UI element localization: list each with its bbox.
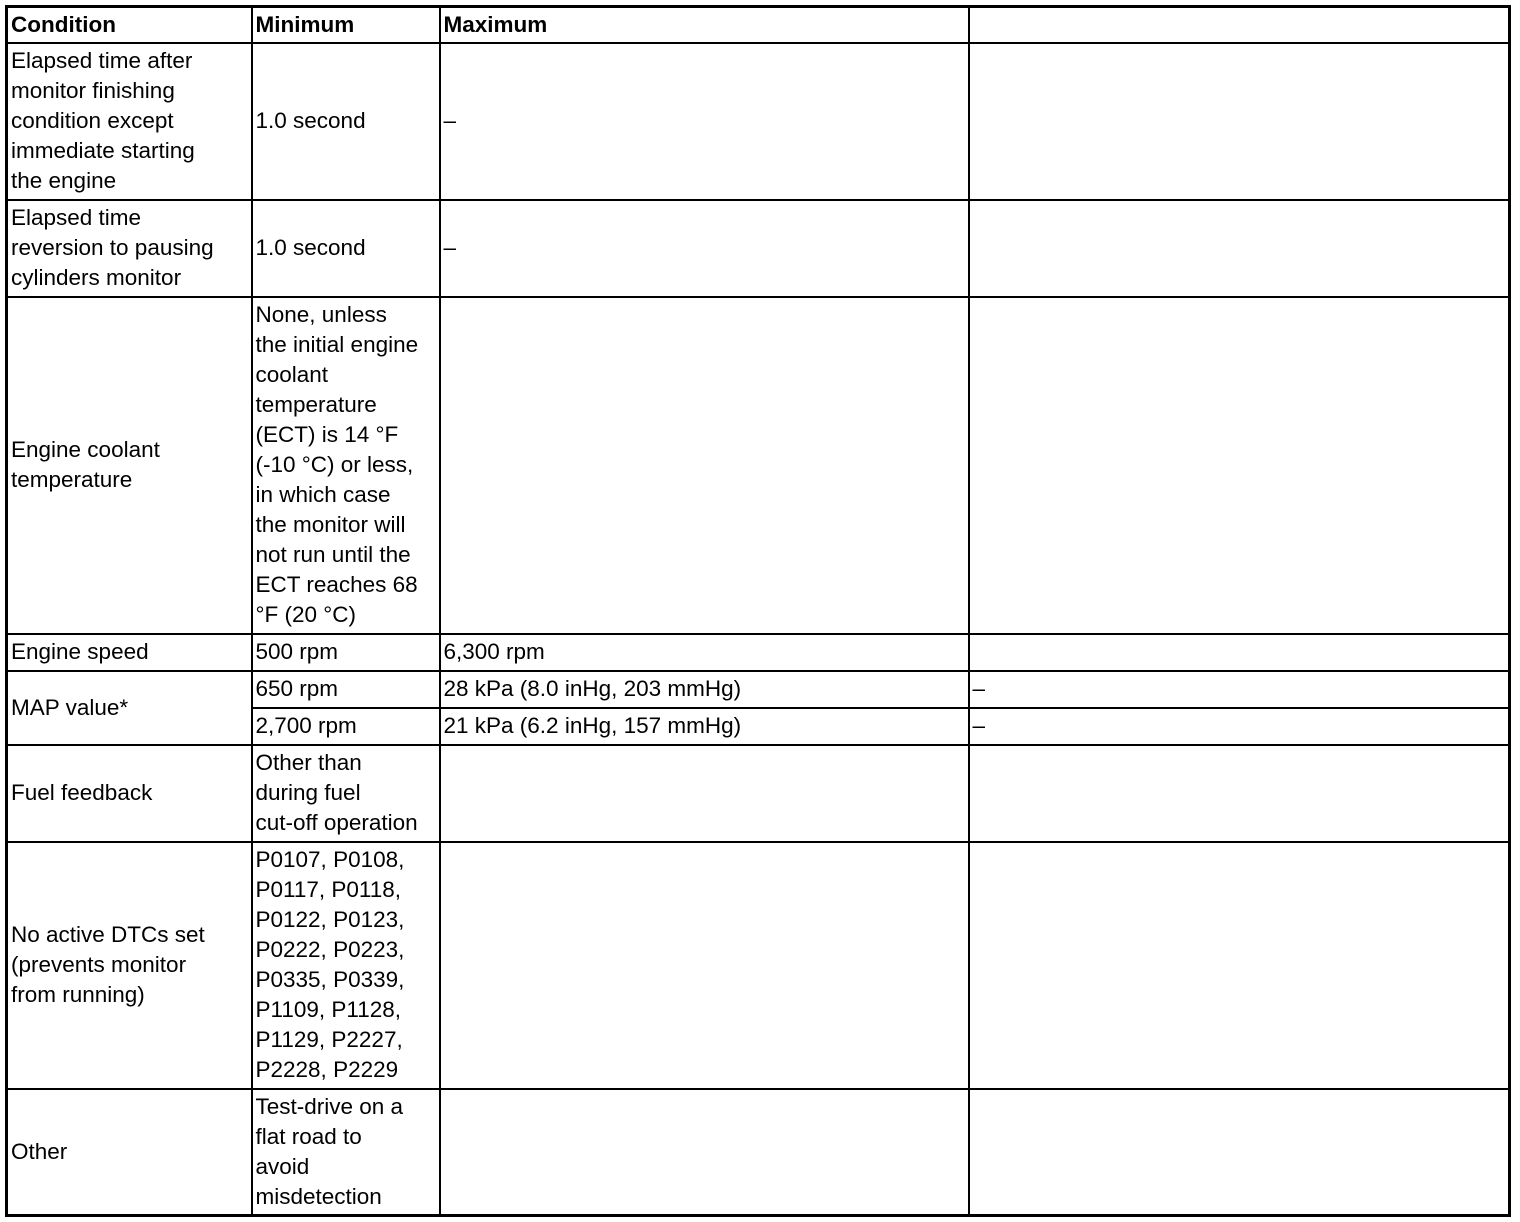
maximum-cell: – — [440, 43, 969, 200]
minimum-cell: Other than during fuel cut-off operation — [252, 745, 440, 842]
header-notes — [969, 7, 1510, 43]
note-cell — [969, 200, 1510, 297]
minimum-cell: P0107, P0108, P0117, P0118, P0122, P0123, P0222, P0223, P0335, P0339, P1109, P1128, P1129, P2227, P2228, P2229 — [252, 842, 440, 1089]
maximum-cell — [440, 842, 969, 1089]
condition-cell: No active DTCs set (prevents monitor from running) — [7, 842, 252, 1089]
condition-cell: Fuel feedback — [7, 745, 252, 842]
header-condition: Condition — [7, 7, 252, 43]
maximum-cell — [440, 1089, 969, 1216]
minimum-cell: 650 rpm — [252, 671, 440, 708]
condition-cell: Engine speed — [7, 634, 252, 671]
note-cell — [969, 1089, 1510, 1216]
table-row — [7, 297, 1510, 634]
maximum-cell — [440, 297, 969, 634]
condition-cell: MAP value* — [7, 671, 252, 745]
maximum-cell: 21 kPa (6.2 inHg, 157 mmHg) — [440, 708, 969, 745]
minimum-cell: Test-drive on a flat road to avoid misdetection — [252, 1089, 440, 1216]
table-row — [7, 1089, 1510, 1216]
table-row — [7, 43, 1510, 200]
note-cell — [969, 297, 1510, 634]
header-maximum: Maximum — [440, 7, 969, 43]
condition-cell: Other — [7, 1089, 252, 1216]
note-cell — [969, 43, 1510, 200]
note-cell — [969, 634, 1510, 671]
minimum-cell: 1.0 second — [252, 43, 440, 200]
table-row — [7, 671, 1510, 708]
note-cell: – — [969, 671, 1510, 708]
minimum-cell: 500 rpm — [252, 634, 440, 671]
condition-cell: Elapsed time reversion to pausing cylinders monitor — [7, 200, 252, 297]
note-cell: – — [969, 708, 1510, 745]
table-row — [7, 842, 1510, 1089]
minimum-cell: 2,700 rpm — [252, 708, 440, 745]
maximum-cell: 6,300 rpm — [440, 634, 969, 671]
condition-cell: Elapsed time after monitor finishing condition except immediate starting the engine — [7, 43, 252, 200]
conditions-table — [5, 5, 1511, 1217]
note-cell — [969, 745, 1510, 842]
maximum-cell: – — [440, 200, 969, 297]
table-row — [7, 634, 1510, 671]
table-row — [7, 200, 1510, 297]
header-row — [7, 7, 1510, 43]
note-cell — [969, 842, 1510, 1089]
condition-cell: Engine coolant temperature — [7, 297, 252, 634]
maximum-cell: 28 kPa (8.0 inHg, 203 mmHg) — [440, 671, 969, 708]
table-row — [7, 745, 1510, 842]
maximum-cell — [440, 745, 969, 842]
header-minimum: Minimum — [252, 7, 440, 43]
minimum-cell: 1.0 second — [252, 200, 440, 297]
minimum-cell: None, unless the initial engine coolant temperature (ECT) is 14 °F (-10 °C) or less, in which case the monitor will not run until the ECT reaches 68 °F (20 °C) — [252, 297, 440, 634]
